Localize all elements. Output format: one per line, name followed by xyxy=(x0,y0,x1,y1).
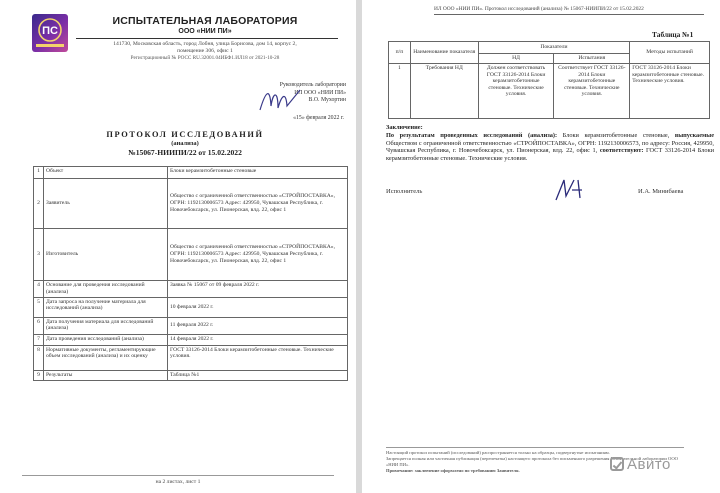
results-table xyxy=(388,41,710,119)
table-row: 9 Результаты Таблица №1 xyxy=(34,370,348,380)
lab-logo-icon xyxy=(32,14,68,52)
table-row: 2 Заявитель Общество с ограниченной ответственностью «СТРОЙПОСТАВКА», ОГРН: 1192130006573 Адрес: 429950, Чувашская Республика, г. Новочебоксарск, ул. Пионерская, влд. 22, офис 1 xyxy=(34,179,348,229)
approval-date: «15» февраля 2022 г. xyxy=(293,115,344,121)
director-signature-icon xyxy=(256,84,306,116)
table-header-row: НД Испытания xyxy=(389,54,710,64)
table-row: 4 Основание для проведения исследований (анализа) Заявка № 15067 от 09 февраля 2022 г. xyxy=(34,281,348,298)
lab-address: 141730, Московская область, город Лобня, улица Борисова, дом 14, корпус 2, помещение 306, офис 1 xyxy=(113,41,297,54)
protocol-subtitle: (анализа) xyxy=(171,140,199,147)
table-row: 7 Дата проведения исследований (анализа) 14 февраля 2022 г. xyxy=(34,334,348,345)
conclusion-block xyxy=(386,124,714,163)
table-number: Таблица №1 xyxy=(652,30,694,39)
avito-watermark: Авито xyxy=(610,456,671,473)
protocol-title: ПРОТОКОЛ ИССЛЕДОВАНИЙ xyxy=(106,130,264,139)
notes-divider xyxy=(386,447,684,448)
table-row: 6 Дата получения материала для исследований (анализа) 11 февраля 2022 г. xyxy=(34,317,348,334)
header-divider xyxy=(76,38,338,39)
executor-name: И.А. Минибаева xyxy=(638,188,684,195)
lab-org: ООО «НИИ ПИ» xyxy=(178,28,232,35)
svg-text:ПС: ПС xyxy=(42,25,58,37)
table-header-row: п/п Наименование показателя Показатели Методы испытаний xyxy=(389,42,710,54)
avito-logo-icon xyxy=(610,457,624,471)
protocol-info-table xyxy=(33,166,348,381)
table-row: 3 Изготовитель Общество с ограниченной ответственностью «СТРОЙПОСТАВКА», ОГРН: 1192130006573 Адрес: 429950, Чувашская Республика, г. Новочебоксарск, ул. Пионерская, влд. 22, офис 1 xyxy=(34,229,348,281)
header-divider xyxy=(434,14,704,15)
lab-registration: Регистрационный № РОСС RU.32001.04ИБФ1.ИЛ18 от 2021-10-28 xyxy=(130,55,280,61)
executor-label: Исполнитель xyxy=(386,188,423,195)
approval-block: Руководитель лаборатории ИЛ ООО «НИИ ПИ» В.О. Мухортин xyxy=(279,82,346,104)
table-row: 1 Требования НД Должен соответствовать ГОСТ 33126-2014 Блоки керамзитобетонные стеновые. Технические условия. Соответствует ГОСТ 33126-2014 Блоки керамзитобетонные стеновые. Технические условия. ГОСТ 33126-2014 Блоки керамзитобетонные стеновые. Технические условия. xyxy=(389,64,710,119)
protocol-number: №15067-НИИПИ/22 от 15.02.2022 xyxy=(128,148,242,157)
protocol-page-1 xyxy=(0,0,356,493)
table-row: 8 Нормативные документы, регламентирующие объем исследований (анализа) и их оценку ГОСТ 33126-2014 Блоки керамзитобетонные стеновые. Технические условия. xyxy=(34,345,348,370)
protocol-notes: Настоящий протокол испытаний (исследований) распространяется только на образцы, подвергнутые испытаниям. Запрещается полная или частичная публикация (перепечатка) настоящего протокола без письменного разрешения Испытательной лаборатории ООО «НИИ ПИ». Примечание: заключение оформлено по требованию Заявителя. xyxy=(386,447,684,474)
conclusion-text: По результатам проведенных исследований (анализа): Блоки керамзитобетонные стеновые, выпускаемые Обществом с ограниченной ответственностью «СТРОЙПОСТАВКА», ОГРН: 1192130006573, по адресу: Россия, 429950, Чувашская Республика, г. Новочебоксарск, ул. Пионерская, влд. 22, офис 1, соответствуют: ГОСТ 33126-2014 Блоки керамзитобетонные стеновые. Технические условия. xyxy=(386,131,715,163)
protocol-page-2 xyxy=(362,0,720,493)
executor-signature-icon xyxy=(552,176,592,204)
table-row: 1 Объект Блоки керамзитобетонные стеновые xyxy=(34,167,348,179)
lab-title: ИСПЫТАТЕЛЬНАЯ ЛАБОРАТОРИЯ xyxy=(112,15,298,27)
table-row: 5 Дата запроса на получение материала для исследований (анализа) 10 февраля 2022 г. xyxy=(34,297,348,317)
page-footer: на 2 листах, лист 1 xyxy=(0,479,356,485)
footer-divider xyxy=(22,475,334,476)
running-header: ИЛ ООО «НИИ ПИ». Протокол исследований (анализа) № 15067-НИИПИ/22 от 15.02.2022 xyxy=(434,6,704,15)
conclusion-title: Заключение: xyxy=(386,124,423,131)
